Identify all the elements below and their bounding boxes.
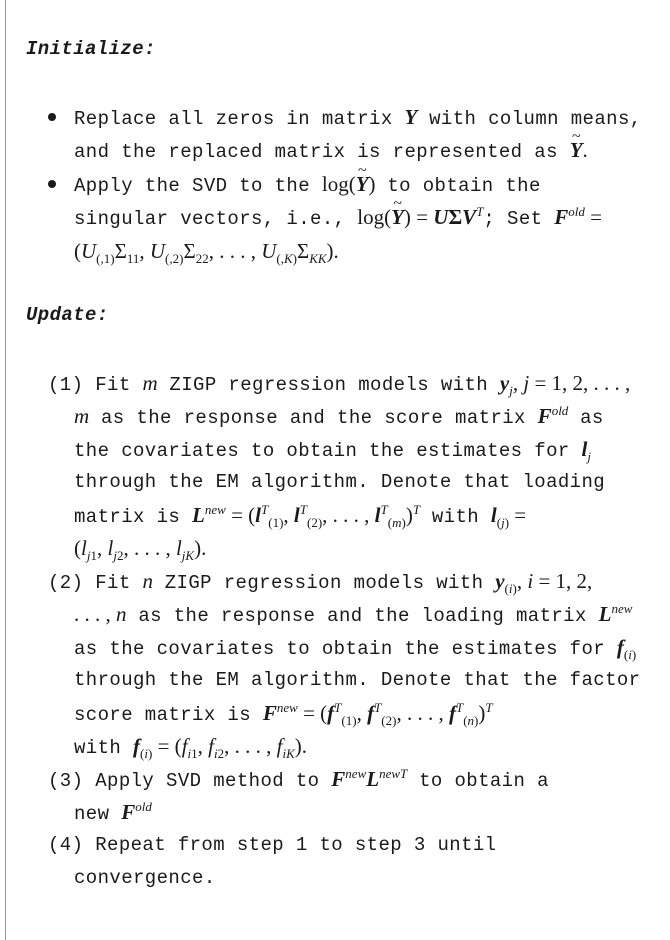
update-step-3-line-2: new $F^{old}$ xyxy=(74,799,152,825)
update-step-2-line-2: . . . , n as the response and the loading matrix $L^{new}$ xyxy=(74,601,633,627)
initialize-heading: Initialize: xyxy=(26,38,156,60)
update-step-1-line-4: through the EM algorithm. Denote that loading xyxy=(74,471,606,493)
update-step-2-line-3: as the covariates to obtain the estimates for $f_{(i)}$ xyxy=(74,635,637,663)
update-step-2-line-5: score matrix is $F^{new} = (f^T_{(1)}$, $f^T_{(2)}$, . . . , $f^T_{(n)})^T$ xyxy=(74,700,493,729)
update-step-2-line-1: (2) Fit n ZIGP regression models with $y_{(i)}$, i = 1, 2, xyxy=(48,569,593,597)
init-bullet-2-line-1: Apply the SVD to the log(~ Y) to obtain the xyxy=(74,170,541,200)
init-bullet-1-line-2: and the replaced matrix is represented as ~ Y. xyxy=(74,136,588,166)
update-step-1-line-5: matrix is $L^{new} = (l^T_{(1)}$, $l^T_{(2)}$, . . . , $l^T_{(m)})^T$ with $l_{(j)}$ = xyxy=(74,502,527,531)
update-step-1-line-6: ($l_{j1}$, $l_{j2}$, . . . , $l_{jK}$). xyxy=(74,536,207,564)
update-step-4-line-1: (4) Repeat from step 1 to step 3 until xyxy=(48,834,497,856)
bullet-marker xyxy=(48,180,56,188)
update-heading: Update: xyxy=(26,304,109,326)
update-step-3-line-1: (3) Apply SVD method to $F^{new}L^{newT}$ to obtain a xyxy=(48,766,549,792)
init-bullet-2-line-3: ($U_{(,1)}\Sigma_{11}$, $U_{(,2)}\Sigma_{22}$, . . . , $U_{(,K)}\Sigma_{KK}$). xyxy=(74,239,339,267)
init-bullet-2-line-2: singular vectors, i.e., log(~ $Y) = U\Sigma V^T$; Set $F^{old}$ = xyxy=(74,203,602,233)
left-margin-rule xyxy=(5,0,6,940)
update-step-1-line-2: m as the response and the score matrix $F^{old}$ as xyxy=(74,403,604,429)
update-step-1-line-1: (1) Fit m ZIGP regression models with $y_j$, j = 1, 2, . . . , xyxy=(48,371,631,399)
update-step-2-line-6: with $f_{(i)} = (f_{i1}$, $f_{i2}$, . . . , $f_{iK}$). xyxy=(74,734,308,762)
update-step-4-line-2: convergence. xyxy=(74,867,216,889)
init-bullet-1-line-1: Replace all zeros in matrix Y with column means, xyxy=(74,105,642,130)
bullet-marker xyxy=(48,113,56,121)
update-step-2-line-4: through the EM algorithm. Denote that the factor xyxy=(74,669,641,691)
update-step-1-line-3: the covariates to obtain the estimates for $l_j$ xyxy=(74,437,591,465)
